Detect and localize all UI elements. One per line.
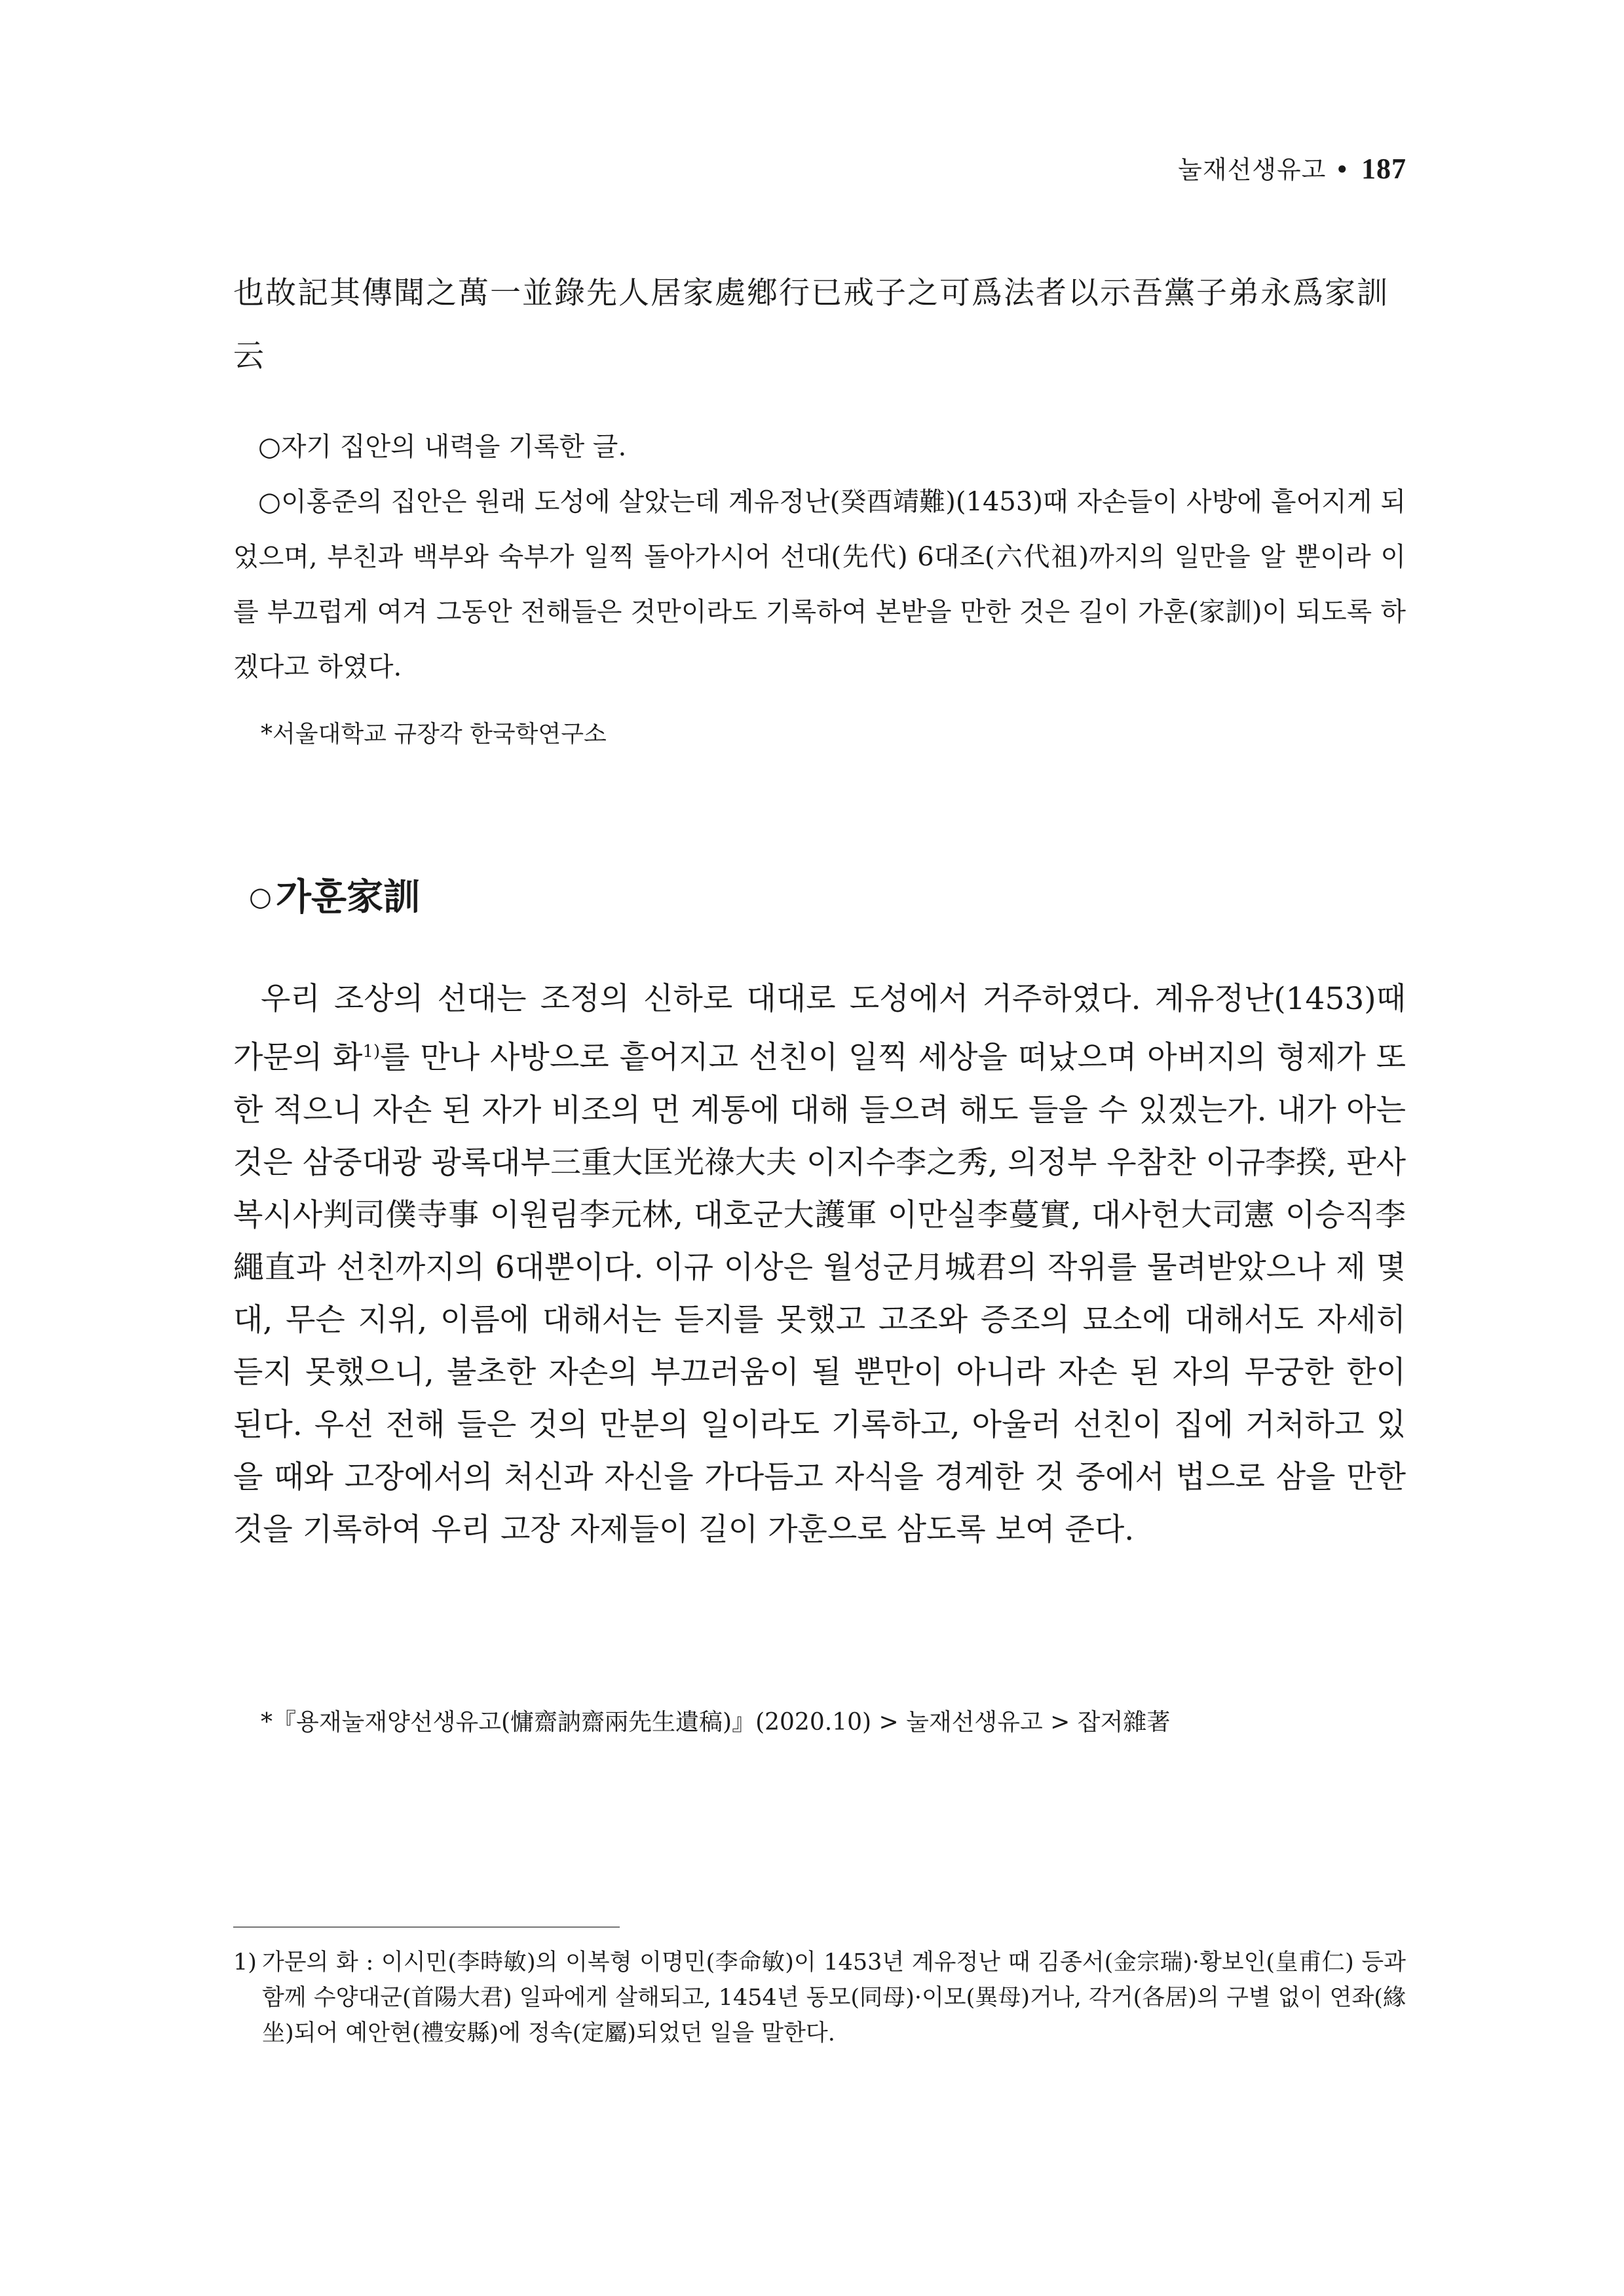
translation-body: [233, 973, 1406, 1556]
translation-part-1: 우리 조상의 선대는 조정의 신하로 대대로 도성에서 거주하였다. 계유정난(1453)때 가문의 화: [233, 981, 1406, 1076]
header-separator: •: [1334, 155, 1350, 184]
summary-block: [233, 419, 1406, 695]
translation-part-2: 를 만나 사방으로 흩어지고 선친이 일찍 세상을 떠났으며 아버지의 형제가 또한 적으니 자손 된 자가 비조의 먼 계통에 대해 들으려 해도 들을 수 있겠는가. 내가 아는 것은 삼중대광 광록대부三重大匡光祿大夫 이지수李之秀, 의정부 우참찬 이규李揆, 판사복시사判司僕寺事 이원림李元林, 대호군大護軍 이만실李蔓實, 대사헌大司憲 이승직李繩直과 선친까지의 6대뿐이다. 이규 이상은 월성군月城君의 작위를 물려받았으나 제 몇 대, 무슨 지위, 이름에 대해서는 듣지를 못했고 고조와 증조의 묘소에 대해서도 자세히 듣지 못했으니, 불초한 자손의 부끄러움이 될 뿐만이 아니라 자손 된 자의 무궁한 한이 된다. 우선 전해 들은 것의 만분의 일이라도 기록하고, 아울러 선친이 집에 거처하고 있을 때와 고장에서의 처신과 자신을 가다듬고 자식을 경계한 것 중에서 법으로 삼을 만한 것을 기록하여 우리 고장 자제들이 길이 가훈으로 삼도록 보여 준다.: [233, 1039, 1406, 1548]
hanja-passage: 也故記其傳聞之萬一並錄先人居家處鄕行已戒子之可爲法者以示吾黨子弟永爲家訓云: [233, 275, 1389, 374]
translation-paragraph: [233, 973, 1406, 1556]
running-title: 눌재선생유고: [1178, 155, 1327, 184]
source-citation-2: *『용재눌재양선생유고(慵齋訥齋兩先生遺稿)』(2020.10) > 눌재선생유고 > 잡저雜著: [261, 1709, 1171, 1736]
footnote-text: 가문의 화 : 이시민(李時敏)의 이복형 이명민(李命敏)이 1453년 계유정난 때 김종서(金宗瑞)·황보인(皇甫仁) 등과 함께 수양대군(首陽大君) 일파에게 살해되고, 1454년 동모(同母)·이모(異母)거나, 각거(各居)의 구별 없이 연좌(緣坐)되어 예안현(禮安縣)에 정속(定屬)되었던 일을 말한다.: [262, 1949, 1406, 2046]
summary-line-2: ○이홍준의 집안은 원래 도성에 살았는데 계유정난(癸酉靖難)(1453)때 자손들이 사방에 흩어지게 되었으며, 부친과 백부와 숙부가 일찍 돌아가시어 선대(先代) 6대조(六代祖)까지의 일만을 알 뿐이라 이를 부끄럽게 여겨 그동안 전해들은 것만이라도 기록하여 본받을 만한 것은 길이 가훈(家訓)이 되도록 하겠다고 하였다.: [233, 487, 1406, 682]
footnote-number: 1): [233, 1949, 257, 1976]
section-heading: [249, 868, 420, 921]
summary-line-1: ○자기 집안의 내력을 기록한 글.: [258, 432, 627, 462]
source-citation-1: *서울대학교 규장각 한국학연구소: [261, 721, 607, 748]
running-header: [1178, 149, 1407, 185]
page-number: 187: [1361, 153, 1407, 185]
footnote-divider: [233, 1926, 620, 1928]
section-title-text: 가훈家訓: [275, 875, 421, 919]
circle-bullet-icon: ○: [249, 882, 272, 912]
footnote-reference[interactable]: 1): [362, 1042, 381, 1062]
footnote: [233, 1945, 1406, 2051]
